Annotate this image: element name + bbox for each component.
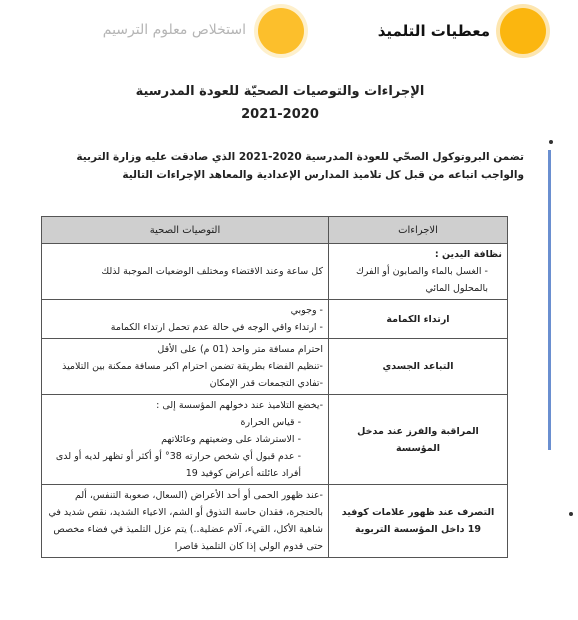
action-detail: - الغسل بالماء والصابون أو الفرك بالمحلول المائي — [355, 266, 488, 294]
recommendation-cell — [42, 339, 329, 395]
recommendation-cell — [42, 485, 329, 558]
action-cell — [329, 244, 508, 300]
active-step-icon — [500, 8, 546, 54]
inactive-step-icon — [258, 8, 304, 54]
recommendation-cell — [42, 395, 329, 485]
scrollbar-track[interactable] — [548, 150, 551, 450]
recommendation-line: - الاسترشاد على وضعيتهم وعائلاتهم — [161, 434, 301, 445]
bullet-dot — [569, 512, 573, 516]
intro-paragraph: تضمن البروتوكول الصحّي للعودة المدرسية 2020-2021 الذي صادقت عليه وزارة التربية والواجب اتباعه من قبل كل تلاميذ المدارس الإعدادية والمعاهد الإجراءات التالية — [76, 151, 524, 181]
recommendations-table — [41, 216, 508, 558]
recommendation-line: - قياس الحرارة — [240, 417, 301, 428]
tab-registration-fee-label: استخلاص معلوم الترسيم — [102, 22, 246, 38]
tab-registration-fee[interactable] — [100, 8, 320, 58]
action-cell: التصرف عند ظهور علامات كوفيد 19 داخل المؤسسة التربوية — [329, 485, 508, 558]
bullet-dot — [549, 140, 553, 144]
recommendation-line: - عدم قبول أي شخص حرارته 38° أو أكثر أو تظهر لديه أو لدى أفراد عائلته أعراض كوفيد 19 — [55, 451, 301, 479]
recommendation-cell — [42, 244, 329, 300]
recommendation-cell — [42, 300, 329, 339]
recommendation-line: احترام مسافة متر واحد (01 م) على الأقل — [157, 344, 323, 355]
recommendation-line: -يخضع التلاميذ عند دخولهم المؤسسة إلى : — [156, 400, 323, 411]
recommendation-line: -تنظيم الفضاء بطريقة تضمن احترام اكبر مسافة ممكنة بين التلاميذ — [62, 361, 323, 372]
recommendation-line: - ارتداء واقي الوجه في حالة عدم تحمل ارتداء الكمامة — [110, 322, 323, 333]
recommendation-line: كل ساعة وعند الاقتضاء ومختلف الوضعيات الموجبة لذلك — [101, 266, 323, 277]
recommendation-line: -تفادي التجمعات قدر الإمكان — [209, 378, 323, 389]
table-row — [42, 395, 508, 485]
tab-student-data[interactable] — [370, 8, 570, 58]
table-row — [42, 244, 508, 300]
document-year: 2021-2020 — [241, 107, 319, 122]
action-title: نظافة اليدين : — [434, 249, 502, 260]
tab-student-data-label: معطيات التلميذ — [377, 22, 490, 40]
document-title: الإجراءات والتوصيات الصحيّة للعودة المدرسية — [135, 84, 425, 99]
action-cell: المراقبة والفرز عند مدخل المؤسسة — [329, 395, 508, 485]
tab-bar — [0, 0, 578, 70]
recommendation-line: -عند ظهور الحمى أو أحد الأعراض (السعال، صعوبة التنفس، ألم بالحنجرة، فقدان حاسة التذوق أو الشم، الاعياء الشديد، نقص شديد في شاهية الأكل، القيء، آلام عضلية..) يتم عزل التلميذ في فضاء مخصص حتى قدوم الولي إذا كان التلميذ قاصرا — [48, 490, 323, 552]
column-header-actions: الاجراءات — [329, 217, 508, 244]
column-header-recommendations: التوصيات الصحية — [42, 217, 329, 244]
action-cell: ارتداء الكمامة — [329, 300, 508, 339]
table-header-row — [42, 217, 508, 244]
table-row — [42, 485, 508, 558]
document-body — [30, 80, 530, 184]
table-row — [42, 300, 508, 339]
action-cell: التباعد الجسدي — [329, 339, 508, 395]
recommendation-line: - وجوبي — [290, 305, 323, 316]
table-row — [42, 339, 508, 395]
